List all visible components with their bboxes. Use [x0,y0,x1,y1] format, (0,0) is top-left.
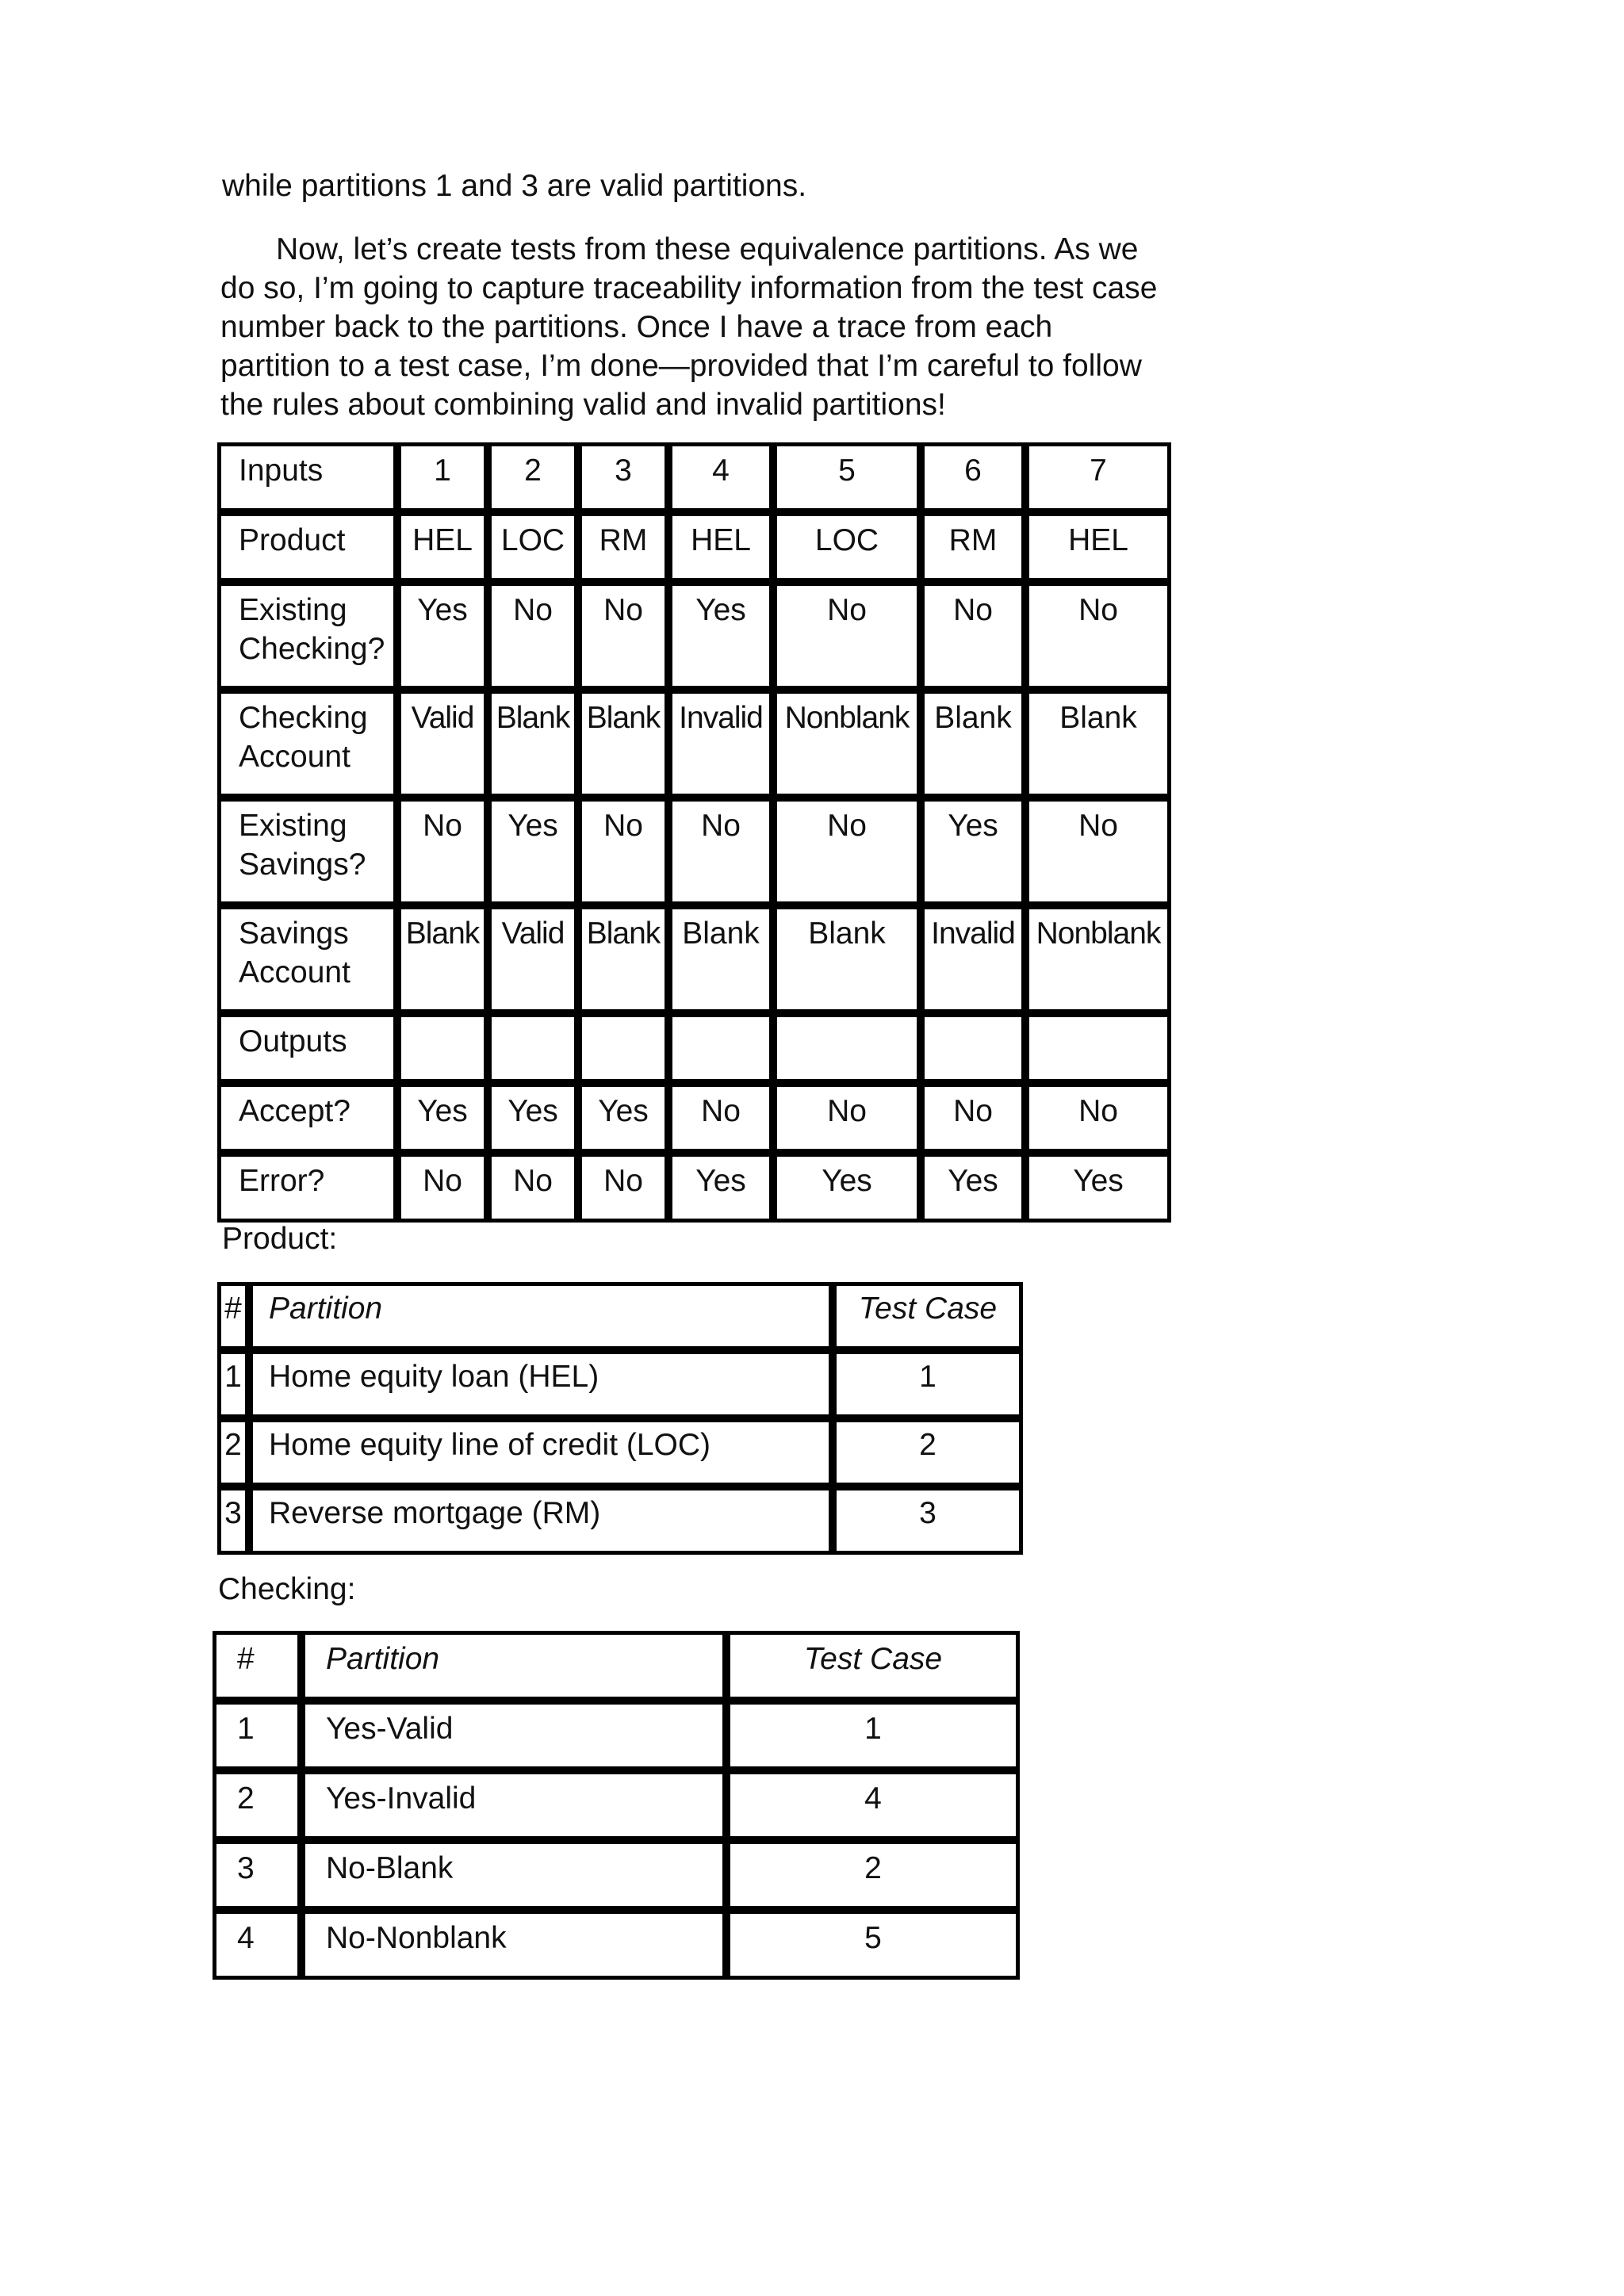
matrix-cell: LOC [488,512,578,582]
table-row [213,1701,1020,1770]
partition-number: 2 [213,1770,301,1840]
matrix-cell [397,1013,488,1083]
matrix-cell: No [578,1153,668,1223]
matrix-cell: Nonblank [1025,905,1171,1013]
table-header-row [213,1631,1020,1701]
matrix-cell: Yes [921,1153,1025,1223]
matrix-row-label: Product [217,512,397,582]
matrix-header-cell: 5 [773,442,921,512]
matrix-cell: Yes [397,1083,488,1153]
matrix-cell: Yes [773,1153,921,1223]
matrix-cell: Yes [921,798,1025,905]
matrix-cell: HEL [397,512,488,582]
product-partition-table [217,1282,1023,1555]
matrix-row [217,1153,1171,1223]
matrix-cell: Yes [578,1083,668,1153]
matrix-cell: Invalid [921,905,1025,1013]
column-header-test-case: Test Case [726,1631,1020,1701]
matrix-row [217,1013,1171,1083]
partition-name: Yes-Valid [301,1701,726,1770]
matrix-cell: LOC [773,512,921,582]
column-header-number: # [213,1631,301,1701]
matrix-cell: Yes [1025,1153,1171,1223]
matrix-row-label: Outputs [217,1013,397,1083]
matrix-cell: No [668,798,773,905]
matrix-cell: No [578,798,668,905]
matrix-cell: No [773,798,921,905]
matrix-row-label: Existing Checking? [217,582,397,690]
matrix-row [217,905,1171,1013]
matrix-cell: No [921,582,1025,690]
matrix-cell: No [488,1153,578,1223]
matrix-cell: HEL [1025,512,1171,582]
paragraph-line: partition to a test case, I’m done—provided that I’m careful to follow [220,349,1142,383]
matrix-cell [578,1013,668,1083]
partition-name: Home equity loan (HEL) [249,1350,833,1418]
table-row [217,1350,1023,1418]
test-case-number: 1 [726,1701,1020,1770]
matrix-cell: Yes [397,582,488,690]
table-row [217,1487,1023,1555]
test-case-number: 1 [833,1350,1023,1418]
matrix-header-row [217,442,1171,512]
matrix-row-label: Existing Savings? [217,798,397,905]
partition-name: No-Nonblank [301,1910,726,1980]
matrix-cell: Blank [773,905,921,1013]
table-row [213,1910,1020,1980]
matrix-cell: Valid [488,905,578,1013]
table-row [213,1840,1020,1910]
checking-heading: Checking: [218,1572,356,1606]
test-case-number: 2 [726,1840,1020,1910]
matrix-cell: No [773,582,921,690]
intro-line: while partitions 1 and 3 are valid partitions. [222,169,807,203]
partition-number: 1 [217,1350,249,1418]
matrix-cell: No [921,1083,1025,1153]
matrix-cell: Invalid [668,690,773,798]
test-case-matrix [217,442,1171,1223]
paragraph-line: do so, I’m going to capture traceability information from the test case [220,271,1158,305]
matrix-row-label: Savings Account [217,905,397,1013]
traceability-paragraph [220,230,1157,424]
matrix-cell: Blank [397,905,488,1013]
matrix-cell: Yes [668,582,773,690]
partition-number: 3 [217,1487,249,1555]
test-case-number: 5 [726,1910,1020,1980]
column-header-test-case: Test Case [833,1282,1023,1350]
test-case-number: 2 [833,1418,1023,1487]
matrix-cell: No [668,1083,773,1153]
matrix-row [217,690,1171,798]
matrix-cell [921,1013,1025,1083]
matrix-cell [668,1013,773,1083]
matrix-header-cell: 7 [1025,442,1171,512]
column-header-partition: Partition [249,1282,833,1350]
matrix-cell: Blank [578,690,668,798]
matrix-cell: Blank [578,905,668,1013]
matrix-cell [1025,1013,1171,1083]
matrix-cell: Blank [668,905,773,1013]
matrix-header-cell: 3 [578,442,668,512]
matrix-cell: RM [578,512,668,582]
table-header-row [217,1282,1023,1350]
paragraph-line: number back to the partitions. Once I have a trace from each [220,310,1053,344]
table-row [217,1418,1023,1487]
matrix-row [217,582,1171,690]
matrix-header-cell: 2 [488,442,578,512]
partition-number: 3 [213,1840,301,1910]
test-case-number: 4 [726,1770,1020,1840]
partition-name: Home equity line of credit (LOC) [249,1418,833,1487]
product-heading: Product: [222,1222,338,1256]
matrix-cell: Blank [488,690,578,798]
matrix-row [217,1083,1171,1153]
matrix-cell [773,1013,921,1083]
matrix-cell: No [578,582,668,690]
matrix-cell: No [773,1083,921,1153]
matrix-cell: Yes [488,1083,578,1153]
matrix-cell: No [1025,798,1171,905]
matrix-cell: RM [921,512,1025,582]
partition-name: No-Blank [301,1840,726,1910]
column-header-number: # [217,1282,249,1350]
matrix-header-cell: 4 [668,442,773,512]
paragraph-line: Now, let’s create tests from these equivalence partitions. As we [276,232,1139,266]
matrix-cell: No [397,1153,488,1223]
matrix-header-cell: 6 [921,442,1025,512]
partition-number: 4 [213,1910,301,1980]
matrix-row-label: Accept? [217,1083,397,1153]
matrix-cell: No [397,798,488,905]
matrix-cell [488,1013,578,1083]
partition-number: 2 [217,1418,249,1487]
test-case-number: 3 [833,1487,1023,1555]
matrix-header-cell: 1 [397,442,488,512]
matrix-cell: Yes [488,798,578,905]
matrix-cell: Blank [1025,690,1171,798]
matrix-cell: No [488,582,578,690]
partition-number: 1 [213,1701,301,1770]
column-header-partition: Partition [301,1631,726,1701]
matrix-cell: HEL [668,512,773,582]
table-row [213,1770,1020,1840]
partition-name: Yes-Invalid [301,1770,726,1840]
matrix-cell: No [1025,582,1171,690]
matrix-header-label: Inputs [217,442,397,512]
matrix-cell: Nonblank [773,690,921,798]
matrix-cell: Blank [921,690,1025,798]
matrix-cell: No [1025,1083,1171,1153]
paragraph-line: the rules about combining valid and invalid partitions! [220,388,946,422]
partition-name: Reverse mortgage (RM) [249,1487,833,1555]
matrix-cell: Yes [668,1153,773,1223]
matrix-cell: Valid [397,690,488,798]
matrix-row [217,512,1171,582]
matrix-row-label: Error? [217,1153,397,1223]
matrix-row [217,798,1171,905]
matrix-row-label: Checking Account [217,690,397,798]
checking-partition-table [213,1631,1020,1980]
